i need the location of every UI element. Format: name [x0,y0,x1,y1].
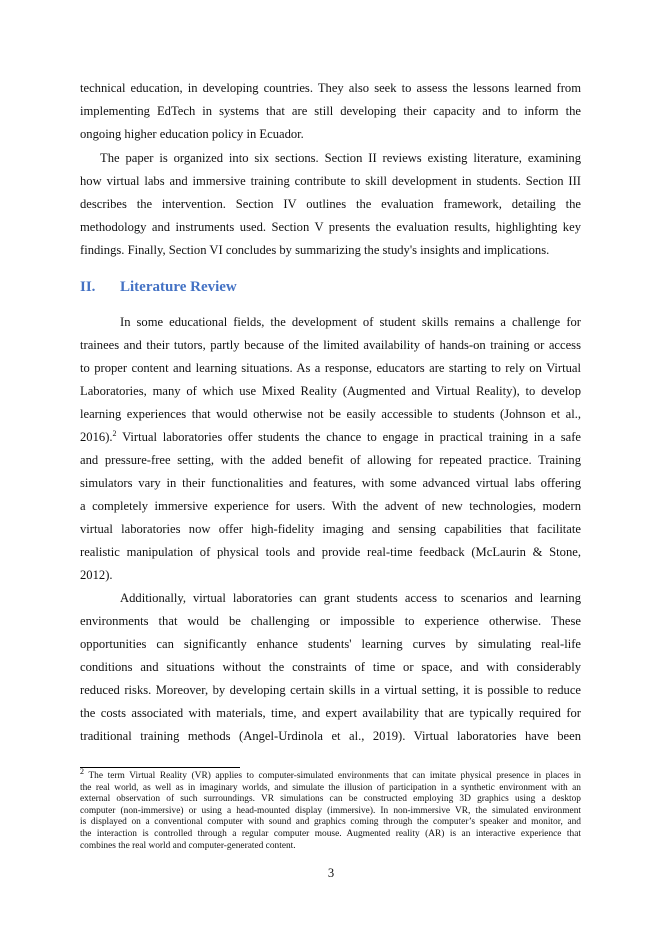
text-line: In some educational fields, the development of student skills remains a challenge for [120,315,581,329]
text-line: the real world, as well as in imaginary worlds, and simulate the illusion of participation in a synthetic environment with an [80,782,581,793]
footnote-divider [80,767,240,768]
text-line: traditional training methods (Angel-Urdinola et al., 2019). Virtual laboratories have been [80,729,581,743]
text-line: how virtual labs and immersive training contribute to skill development in students. Section III [80,174,581,188]
text-line: realistic manipulation of physical tools and provide real-time feedback (McLaurin & Stone, [80,545,581,559]
text-line: is displayed on a conventional computer with sound and graphics coming through the computer’s speaker and monitor, and [80,817,581,828]
text-line: The paper is organized into six sections. Section II reviews existing literature, examining [100,151,581,165]
text-line: 2012). [80,568,113,582]
footnote-reference[interactable]: 2 [112,428,117,438]
text-line: methodology and instruments used. Section V presents the evaluation results, highlighting key [80,220,581,234]
text-line: describes the intervention. Section IV outlines the evaluation framework, detailing the [80,197,581,211]
text-line: the interaction is controlled through a regular computer mouse. Augmented reality (AR) is an interactive experience that [80,828,581,839]
section-title: Literature Review [120,279,237,295]
paragraph-literature-1 [80,311,581,587]
text-line: environments that would be challenging or impossible to experience otherwise. These [80,614,581,628]
text-line: Additionally, virtual laboratories can grant students access to scenarios and learning [120,591,581,605]
text-line: virtual laboratories now offer high-fidelity imaging and sensing capabilities that facilitate [80,522,581,536]
text-line: learning experiences that would otherwise not be easily accessible to students (Johnson et al., [80,407,581,421]
text-line: the costs associated with materials, time, and expert availability that are typically required for [80,706,581,720]
text-line: to proper content and learning situations. As a response, educators are starting to rely on Virtual [80,361,581,375]
text-line: conditions and situations without the constraints of time or space, and with considerably [80,660,581,674]
text-line: simulators vary in their functionalities and features, with some advanced virtual labs offering [80,476,581,490]
paragraph-organization [80,147,581,262]
text-line: opportunities can significantly enhance students' learning curves by simulating real-life [80,637,581,651]
text: The term Virtual Reality (VR) applies to computer-simulated environments that can imitate physical presence in places in [84,771,581,781]
text-line: findings. Finally, Section VI concludes by summarizing the study's insights and implications. [80,243,550,257]
section-heading [80,279,237,296]
text-line: reduced risks. Moreover, by developing certain skills in a virtual setting, it is possible to reduce [80,683,581,697]
text: 2016). [80,430,113,444]
paragraph-intro-end [80,77,581,146]
text-line: ongoing higher education policy in Ecuador. [80,127,304,141]
footnote-mark: 2 [80,766,84,776]
text-line: and pressure-free setting, with the added benefit of allowing for repeated practice. Training [80,453,581,467]
text-line: a completely immersive experience for users. With the advent of new technologies, modern [80,499,581,513]
text-line: combines the real world and computer-generated content. [80,840,296,851]
section-number: II. [80,279,96,295]
text: Virtual laboratories offer students the chance to engage in practical training in a safe [116,430,581,444]
text-line: external observation of such surroundings. VR simulations can be constructed employing 3D graphics using a desktop [80,794,581,805]
text-line: Laboratories, many of which use Mixed Reality (Augmented and Virtual Reality), to develop [80,384,581,398]
text-line: implementing EdTech in systems that are still developing their capacity and to inform the [80,104,581,118]
text-line [80,766,581,783]
paragraph-literature-2 [80,587,581,748]
text-line: technical education, in developing countries. They also seek to assess the lessons learned from [80,81,581,95]
page-number: 3 [327,866,335,880]
text-line: trainees and their tutors, partly because of the limited availability of hands-on training or access [80,338,581,352]
footnote [80,766,581,852]
text-line [80,426,581,449]
text-line: computer (non-immersive) or using a head-mounted display (immersive). In non-immersive VR, the simulated environment [80,805,581,816]
